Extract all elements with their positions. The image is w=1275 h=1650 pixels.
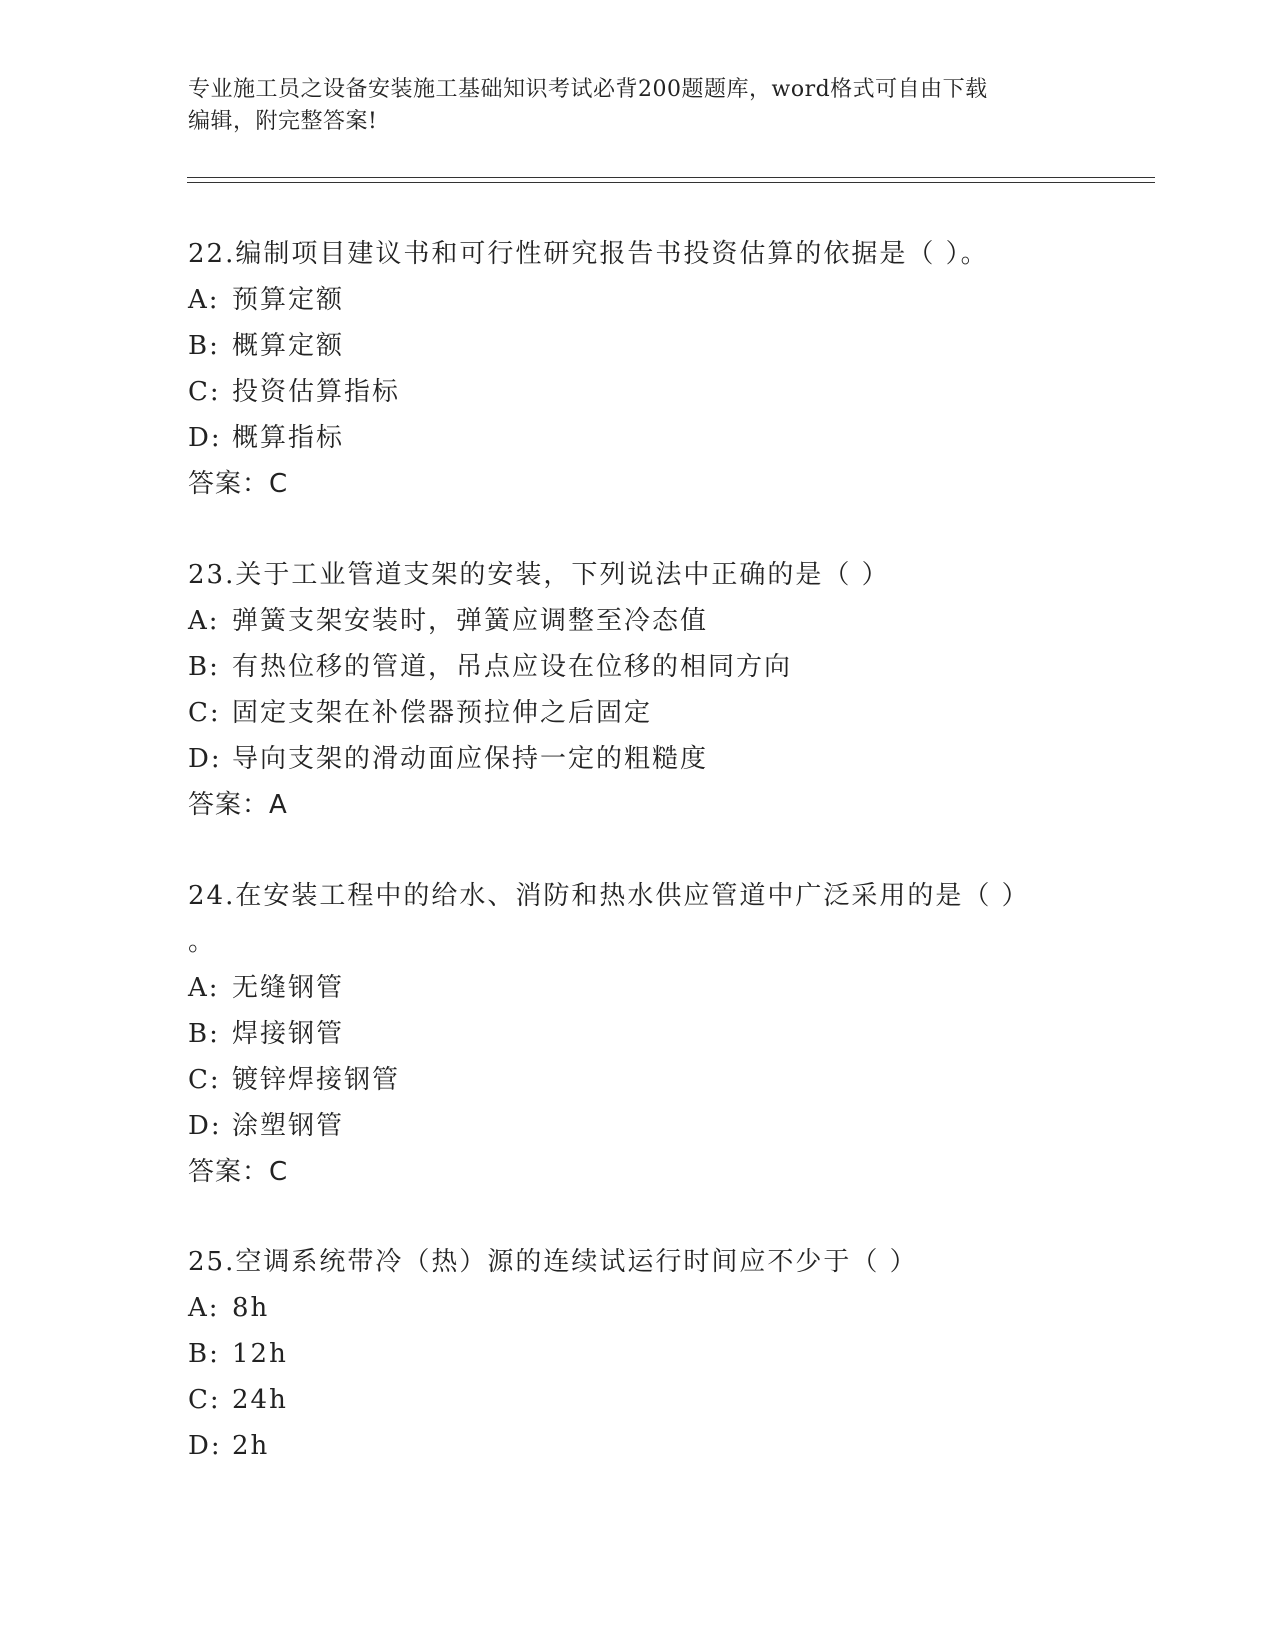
question-stem: 24.在安装工程中的给水、消防和热水供应管道中广泛采用的是（ ） [188,881,1030,911]
option-c [188,1377,1088,1423]
option-letter: B: [188,1019,220,1049]
question-23 [188,552,1088,828]
option-letter: D: [188,1111,222,1141]
option-text: 概算指标 [232,423,345,453]
option-d [188,415,1088,461]
option-a [188,1285,1088,1331]
question-25 [188,1239,1088,1469]
header-divider-bottom [187,182,1155,183]
answer-line: 答案：A [188,790,288,820]
question-stem-continuation: 。 [188,927,217,957]
option-text: 镀锌焊接钢管 [232,1065,401,1095]
option-text: 弹簧支架安装时，弹簧应调整至冷态值 [232,606,709,636]
option-text: 12h [232,1339,288,1369]
option-text: 焊接钢管 [232,1019,345,1049]
option-b [188,1331,1088,1377]
option-text: 预算定额 [232,285,345,315]
option-letter: C: [188,1385,221,1415]
header-line-1: 专业施工员之设备安装施工基础知识考试必背200题题库，word格式可自由下载 [188,77,988,102]
option-a [188,965,1088,1011]
option-letter: D: [188,1431,222,1461]
header-line-2: 编辑，附完整答案! [188,109,378,134]
option-text: 无缝钢管 [232,973,345,1003]
question-stem: 23.关于工业管道支架的安装，下列说法中正确的是（ ） [188,560,890,590]
option-letter: D: [188,423,222,453]
header-divider-top [187,177,1155,178]
question-stem: 22.编制项目建议书和可行性研究报告书投资估算的依据是（ ）。 [188,239,989,269]
option-letter: A: [188,606,220,636]
option-text: 固定支架在补偿器预拉伸之后固定 [232,698,653,728]
option-b [188,644,1088,690]
option-text: 2h [232,1431,270,1461]
option-text: 24h [232,1385,288,1415]
option-letter: C: [188,377,221,407]
option-d [188,1103,1088,1149]
option-text: 概算定额 [232,331,345,361]
option-b [188,1011,1088,1057]
answer-line: 答案：C [188,1157,289,1187]
option-text: 8h [232,1293,270,1323]
option-a [188,598,1088,644]
option-c [188,690,1088,736]
option-text: 投资估算指标 [232,377,401,407]
option-d [188,1423,1088,1469]
option-letter: D: [188,744,222,774]
option-c [188,1057,1088,1103]
option-letter: C: [188,1065,221,1095]
document-header [188,74,1068,138]
option-c [188,369,1088,415]
option-a [188,277,1088,323]
option-letter: B: [188,652,220,682]
option-letter: A: [188,973,220,1003]
option-text: 有热位移的管道，吊点应设在位移的相同方向 [232,652,793,682]
option-letter: A: [188,285,220,315]
question-22 [188,231,1088,507]
option-text: 导向支架的滑动面应保持一定的粗糙度 [232,744,709,774]
option-letter: B: [188,1339,220,1369]
answer-line: 答案：C [188,469,289,499]
option-letter: A: [188,1293,220,1323]
question-stem: 25.空调系统带冷（热）源的连续试运行时间应不少于（ ） [188,1247,918,1277]
option-letter: C: [188,698,221,728]
option-letter: B: [188,331,220,361]
option-text: 涂塑钢管 [232,1111,345,1141]
question-24 [188,873,1088,1195]
option-d [188,736,1088,782]
option-b [188,323,1088,369]
